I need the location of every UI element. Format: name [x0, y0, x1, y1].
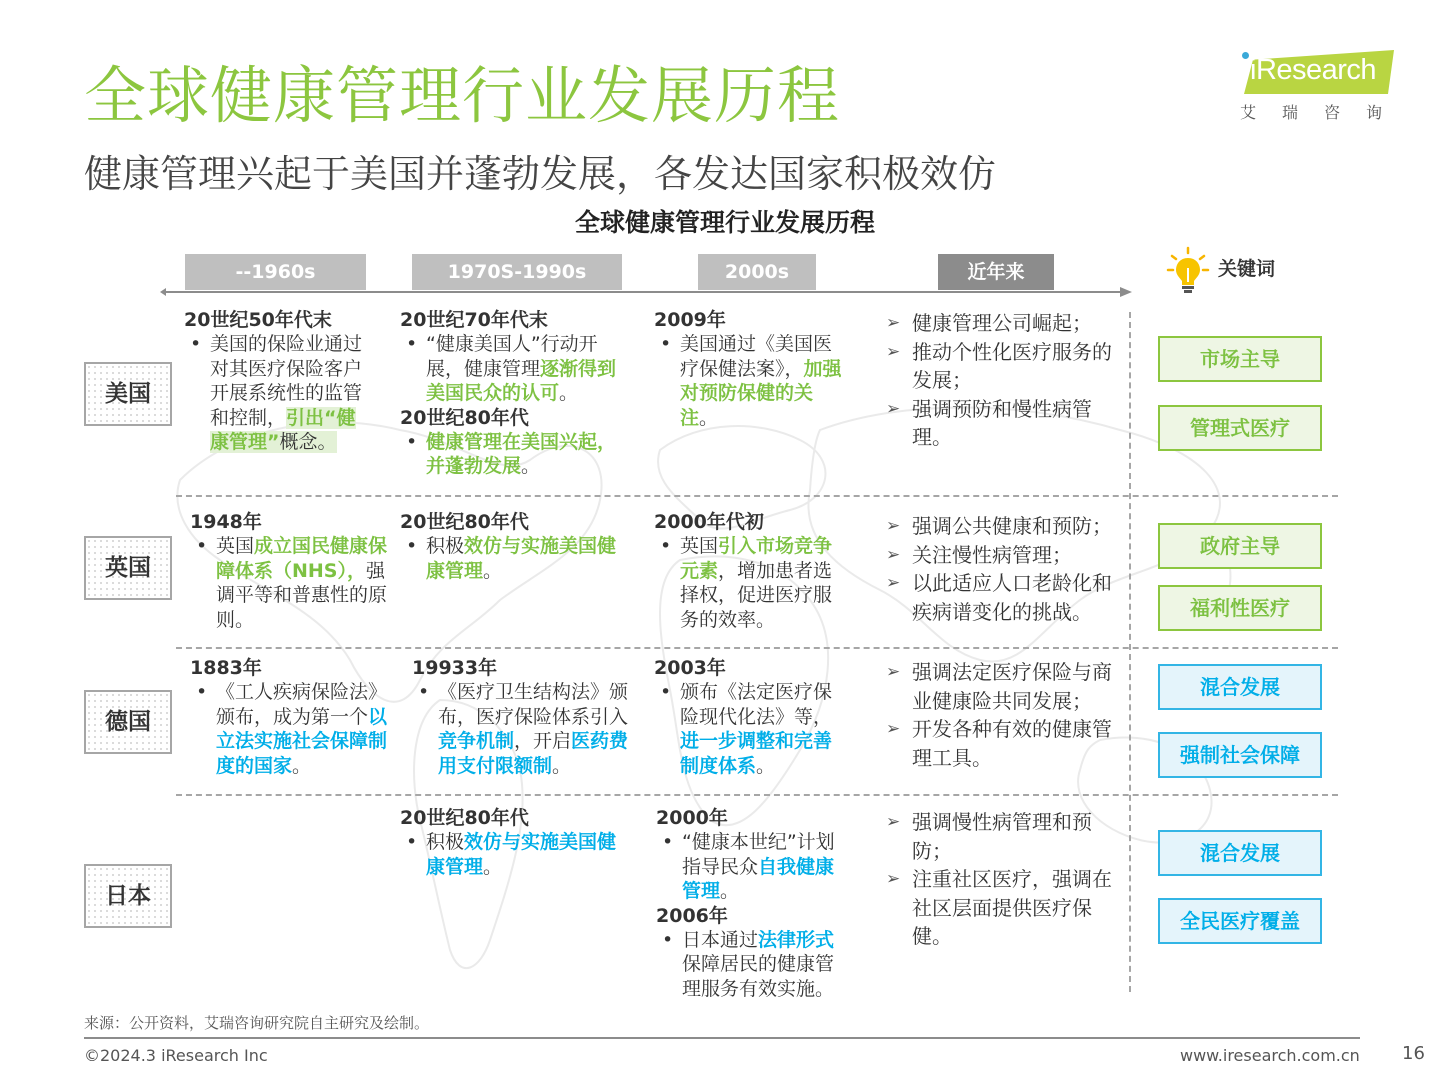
footer-rule — [84, 1037, 1360, 1039]
de-2000s-highlight: 进一步调整和完善制度体系 — [680, 730, 833, 777]
us-1960s-text-2: 概念。 — [279, 431, 337, 454]
uk-trend-item: ➢ 以此适应人口老龄化和疾病谱变化的挑战。 — [886, 569, 1118, 626]
de-1960s-text — [190, 680, 392, 778]
de-2000s-year: 2003年 — [654, 657, 726, 679]
jp-1970s-text-1: 积极 — [426, 831, 465, 854]
de-trend-item: ➢ 开发各种有效的健康管理工具。 — [886, 715, 1118, 772]
country-label-us: 美国 — [84, 362, 172, 426]
iresearch-logo — [1236, 46, 1409, 126]
jp-recent-trends — [886, 808, 1118, 951]
de-1970s-year: 19933年 — [412, 657, 498, 679]
country-label-de: 德国 — [84, 690, 172, 754]
uk-1970s-text-1: 积极 — [426, 535, 465, 558]
page-title: 全球健康管理行业发展历程 — [84, 59, 841, 132]
jp-2000s-text-b — [656, 928, 850, 1001]
chart-title: 全球健康管理行业发展历程 — [574, 208, 875, 237]
uk-2000s-year: 2000年代初 — [654, 511, 764, 533]
uk-2000s-cell — [654, 510, 850, 632]
de-1970s-text-2: ，开启 — [514, 730, 572, 753]
de-2000s-text — [654, 680, 850, 778]
us-2000s-cell — [654, 308, 850, 430]
de-1970s-highlight-2: 医药费用支付限额制 — [438, 730, 629, 777]
uk-1960s-text — [190, 534, 396, 632]
keyword-header — [1166, 246, 1326, 294]
de-2000s-text-2: 。 — [756, 754, 776, 777]
uk-trend-item: ➢ 强调公共健康和预防； — [886, 512, 1118, 541]
de-1970s-text — [412, 680, 632, 778]
period-recent: 近年来 — [938, 254, 1054, 290]
copyright: ©2024.3 iResearch Inc — [84, 1046, 268, 1065]
us-1960s-text — [184, 332, 366, 454]
page-subtitle: 健康管理兴起于美国并蓬勃发展，各发达国家积极效仿 — [84, 152, 997, 196]
jp-2000s-text-1: “健康本世纪”计划指导民众 — [682, 831, 835, 878]
jp-1970s-text-2: 。 — [483, 855, 503, 878]
row-separator — [176, 647, 1338, 649]
row-separator — [176, 495, 1338, 497]
uk-1970s-highlight: 效仿与实施美国健康管理 — [426, 535, 617, 582]
uk-2000s-text-1: 英国 — [680, 535, 719, 558]
jp-2000s-cell — [656, 806, 850, 1001]
uk-1970s-year: 20世纪80年代 — [400, 511, 529, 533]
us-1960s-cell — [184, 308, 366, 454]
de-1970s-text-1: 《医疗卫生结构法》颁布，医疗保险体系引入 — [438, 681, 629, 728]
us-2000s-highlight: 加强对预防保健的关注 — [680, 357, 842, 429]
us-1970s-text-b — [400, 430, 630, 479]
us-1970s-text-1: “健康美国人”行动开展，健康管理 — [426, 333, 598, 380]
us-1960s-year: 20世纪50年代末 — [184, 309, 332, 331]
uk-1970s-text-2: 。 — [483, 559, 503, 582]
us-1970s-cell — [400, 308, 630, 479]
keyword-jp-2: 全民医疗覆盖 — [1158, 898, 1322, 944]
uk-2000s-highlight: 引入市场竞争元素 — [680, 535, 833, 582]
us-2000s-text — [654, 332, 850, 430]
keyword-us-2: 管理式医疗 — [1158, 405, 1322, 451]
source-note: 来源：公开资料，艾瑞咨询研究院自主研究及绘制。 — [84, 1014, 430, 1032]
jp-2000s-text-2: 。 — [720, 880, 740, 903]
logo-text: iResearch — [1250, 54, 1377, 86]
us-2000s-text-1: 美国通过《美国医疗保健法案》， — [680, 333, 833, 380]
uk-1960s-text-2: 强调平等和普惠性的原则。 — [216, 559, 388, 631]
uk-recent-trends — [886, 512, 1118, 626]
us-2000s-year: 2009年 — [654, 309, 726, 331]
de-1970s-text-3: 。 — [552, 754, 572, 777]
uk-1960s-year: 1948年 — [190, 511, 262, 533]
de-2000s-cell — [654, 656, 850, 778]
jp-1970s-year: 20世纪80年代 — [400, 807, 529, 829]
website-link[interactable]: www.iresearch.com.cn — [1180, 1046, 1360, 1065]
period-2000s: 2000s — [698, 254, 816, 290]
logo-cn-text: 艾瑞咨询 — [1240, 103, 1409, 122]
us-1970s-highlight-2: 健康管理在美国兴起，并蓬勃发展 — [426, 431, 617, 478]
period-1960s: --1960s — [185, 254, 366, 290]
jp-2000s-highlight-1: 自我健康管理 — [682, 855, 835, 903]
de-2000s-text-1: 颁布《法定医疗保险现代化法》等， — [680, 681, 833, 728]
us-recent-trends — [886, 309, 1118, 452]
uk-1970s-text — [400, 534, 632, 583]
jp-2000s-text-a — [656, 830, 850, 903]
de-1960s-text-1: 《工人疾病保险法》颁布，成为第一个 — [216, 681, 388, 728]
us-1970s-text-2: 。 — [559, 382, 579, 405]
uk-1960s-text-1: 英国 — [216, 535, 255, 558]
de-1960s-text-2: 。 — [292, 754, 312, 777]
keyword-header-label: 关键词 — [1218, 258, 1276, 280]
de-1960s-year: 1883年 — [190, 657, 262, 679]
jp-2000s-text-4: 保障居民的健康管理服务有效实施。 — [682, 953, 835, 1000]
de-trend-item: ➢ 强调法定医疗保险与商业健康险共同发展； — [886, 658, 1118, 715]
lightbulb-icon — [1166, 246, 1210, 294]
de-1970s-cell — [412, 656, 632, 778]
column-separator — [1129, 312, 1131, 992]
jp-1970s-text — [400, 830, 632, 879]
uk-1970s-cell — [400, 510, 632, 583]
uk-2000s-text — [654, 534, 850, 632]
us-1970s-text-3: 。 — [521, 455, 541, 478]
us-trend-item: ➢ 强调预防和慢性病管理。 — [886, 395, 1118, 452]
keyword-us-1: 市场主导 — [1158, 336, 1322, 382]
us-1960s-highlight: 引出“健康管理” — [210, 406, 356, 454]
keyword-de-1: 混合发展 — [1158, 664, 1322, 710]
uk-2000s-text-2: ，增加患者选择权，促进医疗服务的效率。 — [680, 559, 833, 631]
jp-2000s-highlight-2: 法律形式 — [758, 929, 835, 952]
country-label-jp: 日本 — [84, 864, 172, 928]
logo-dot — [1242, 52, 1249, 59]
de-recent-trends — [886, 658, 1118, 772]
jp-2000s-year-2: 2006年 — [656, 904, 728, 927]
jp-1970s-highlight: 效仿与实施美国健康管理 — [426, 831, 617, 878]
de-1960s-highlight: 以立法实施社会保障制度的国家 — [216, 705, 388, 777]
jp-1970s-cell — [400, 806, 632, 879]
country-label-uk: 英国 — [84, 536, 172, 600]
uk-1960s-cell — [190, 510, 396, 632]
jp-2000s-year-1: 2000年 — [656, 807, 728, 829]
de-1960s-cell — [190, 656, 392, 778]
period-1970s-1990s: 1970S-1990s — [412, 254, 622, 290]
us-trend-item: ➢ 推动个性化医疗服务的发展； — [886, 338, 1118, 395]
us-1970s-year-1: 20世纪70年代末 — [400, 309, 548, 331]
row-separator — [176, 794, 1338, 796]
jp-trend-item: ➢ 强调慢性病管理和预防； — [886, 808, 1118, 865]
us-trend-item: ➢ 健康管理公司崛起； — [886, 309, 1118, 338]
jp-trend-item: ➢ 注重社区医疗，强调在社区层面提供医疗保健。 — [886, 865, 1118, 951]
page-number: 16 — [1402, 1043, 1425, 1064]
us-2000s-text-2: 。 — [699, 406, 719, 429]
keyword-uk-2: 福利性医疗 — [1158, 585, 1322, 631]
keyword-uk-1: 政府主导 — [1158, 523, 1322, 569]
keyword-jp-1: 混合发展 — [1158, 830, 1322, 876]
us-1960s-text-1: 美国的保险业通过对其医疗保险客户开展系统性的监管和控制， — [210, 333, 363, 429]
keyword-de-2: 强制社会保障 — [1158, 732, 1322, 778]
us-1970s-highlight-1: 逐渐得到美国民众的认可 — [426, 357, 617, 405]
de-1970s-highlight-1: 竞争机制 — [438, 730, 515, 753]
uk-1960s-highlight: 成立国民健康保障体系（NHS）， — [216, 535, 388, 582]
us-1970s-year-2: 20世纪80年代 — [400, 406, 529, 429]
jp-2000s-text-3: 日本通过 — [682, 929, 759, 952]
uk-trend-item: ➢ 关注慢性病管理； — [886, 541, 1118, 570]
us-1970s-text-a — [400, 332, 630, 405]
